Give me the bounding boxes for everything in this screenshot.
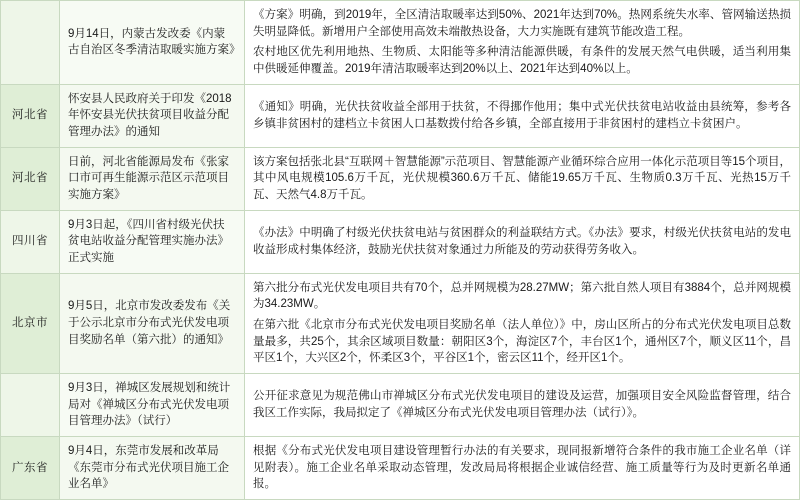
policy-title-cell: 9月3日起，《四川省村级光伏扶贫电站收益分配管理实施办法》正式实施 [60, 210, 245, 273]
policy-body-cell [245, 273, 800, 373]
paragraph-line: 该方案包括张北县“互联网＋智慧能源”示范项目、智慧能源产业循环综合应用一体化示范项目等15个项目，其中风电规模105.6万千瓦，光伏规模360.6万千瓦、储能19.65万千瓦、生物质0.3万千瓦、光热15万千瓦、天然气4.8万千瓦。 [253, 155, 791, 202]
policy-body-cell [245, 147, 800, 210]
policy-paragraph [253, 7, 791, 78]
region-cell: 北京市 [1, 273, 60, 373]
policy-title-cell: 怀安县人民政府关于印发《2018年怀安县光伏扶贫项目收益分配管理办法》的通知 [60, 84, 245, 147]
policy-title-cell: 日前，河北省能源局发布《张家口市可再生能源示范区示范项目实施方案》 [60, 147, 245, 210]
paragraph-line: 《通知》明确，光伏扶贫收益全部用于扶贫，不得挪作他用；集中式光伏扶贫电站收益由县统筹，参考各乡镇非贫困村的建档立卡贫困人口基数拨付给各乡镇，全部直接用于非贫困村的建档立卡贫困户。 [253, 101, 791, 130]
paragraph-line: 农村地区优先利用地热、生物质、太阳能等多种清洁能源供暖，有条件的发展天然气电供暖，适当利用集中供暖延伸覆盖。2019年清洁取暖率达到20%以上、2021年达到40%以上。 [253, 46, 791, 76]
region-cell: 广东省 [1, 437, 60, 500]
table-row [1, 374, 800, 437]
policy-title-cell: 9月3日，禅城区发展规划和统计局对《禅城区分布式光伏发电项目管理办法》（试行） [60, 374, 245, 437]
table-row [1, 147, 800, 210]
table-row [1, 84, 800, 147]
region-cell [1, 1, 60, 85]
region-cell: 河北省 [1, 147, 60, 210]
paragraph-line: 《办法》中明确了村级光伏扶贫电站与贫困群众的利益联结方式。《办法》要求，村级光伏扶贫电站的发电收益形成村集体经济，鼓励光伏扶贫对象通过力所能及的劳动获得劳务收入。 [253, 227, 791, 256]
paragraph-line: 公开征求意见为规范佛山市禅城区分布式光伏发电项目的建设及运营，加强项目安全风险监督管理，结合我区工作实际，我局拟定了《禅城区分布式光伏发电项目管理办法（试行）》。 [253, 390, 791, 420]
paragraph-line: 在第六批《北京市分布式光伏发电项目奖励名单（法人单位）》中，房山区所占的分布式光伏发电项目总数量最多，共25个，其余区域项目数量：朝阳区3个，海淀区7个，丰台区1个，通州区7个，顺义区11个，昌平区1个，大兴区2个，怀柔区3个，平谷区1个，密云区11个，经开区1个。 [253, 319, 791, 365]
policy-paragraph [253, 225, 791, 258]
policy-body-cell [245, 210, 800, 273]
paragraph-line: 第六批分布式光伏发电项目共有70个，总并网规模为28.27MW；第六批自然人项目有3884个，总并网规模为34.23MW。 [253, 281, 791, 311]
policy-body-cell [245, 437, 800, 500]
policy-paragraph [253, 154, 791, 204]
policy-paragraph [253, 443, 791, 493]
region-cell [1, 374, 60, 437]
table-row [1, 1, 800, 85]
policy-paragraph [253, 99, 791, 132]
policy-paragraph [253, 280, 791, 367]
policy-title-cell: 9月4日，东莞市发展和改革局《东莞市分布式光伏项目施工企业名单》 [60, 437, 245, 500]
policy-title-cell: 9月5日，北京市发改委发布《关于公示北京市分布式光伏发电项目奖励名单（第六批）的通知》 [60, 273, 245, 373]
table-body [1, 1, 800, 500]
policy-body-cell [245, 1, 800, 85]
table-row [1, 437, 800, 500]
policy-title-cell: 9月14日，内蒙古发改委《内蒙古自治区冬季清洁取暖实施方案》 [60, 1, 245, 85]
paragraph-line: 根据《分布式光伏发电项目建设管理暂行办法的有关要求，现同报新增符合条件的我市施工企业名单（详见附表）。施工企业名单采取动态管理，发改局局将根据企业诚信经营、施工质量等行为及时更新名单通报。 [253, 445, 791, 491]
policy-body-cell [245, 374, 800, 437]
region-cell: 河北省 [1, 84, 60, 147]
policy-body-cell [245, 84, 800, 147]
paragraph-line: 《方案》明确，到2019年，全区清洁取暖率达到50%、2021年达到70%。热网系统失水率、管网输送热损失明显降低。新增用户全部使用高效未端散热设备，大力实施既有建筑节能改造工程。 [253, 9, 791, 38]
table-row [1, 210, 800, 273]
table-row [1, 273, 800, 373]
policy-paragraph [253, 388, 791, 421]
region-cell: 四川省 [1, 210, 60, 273]
